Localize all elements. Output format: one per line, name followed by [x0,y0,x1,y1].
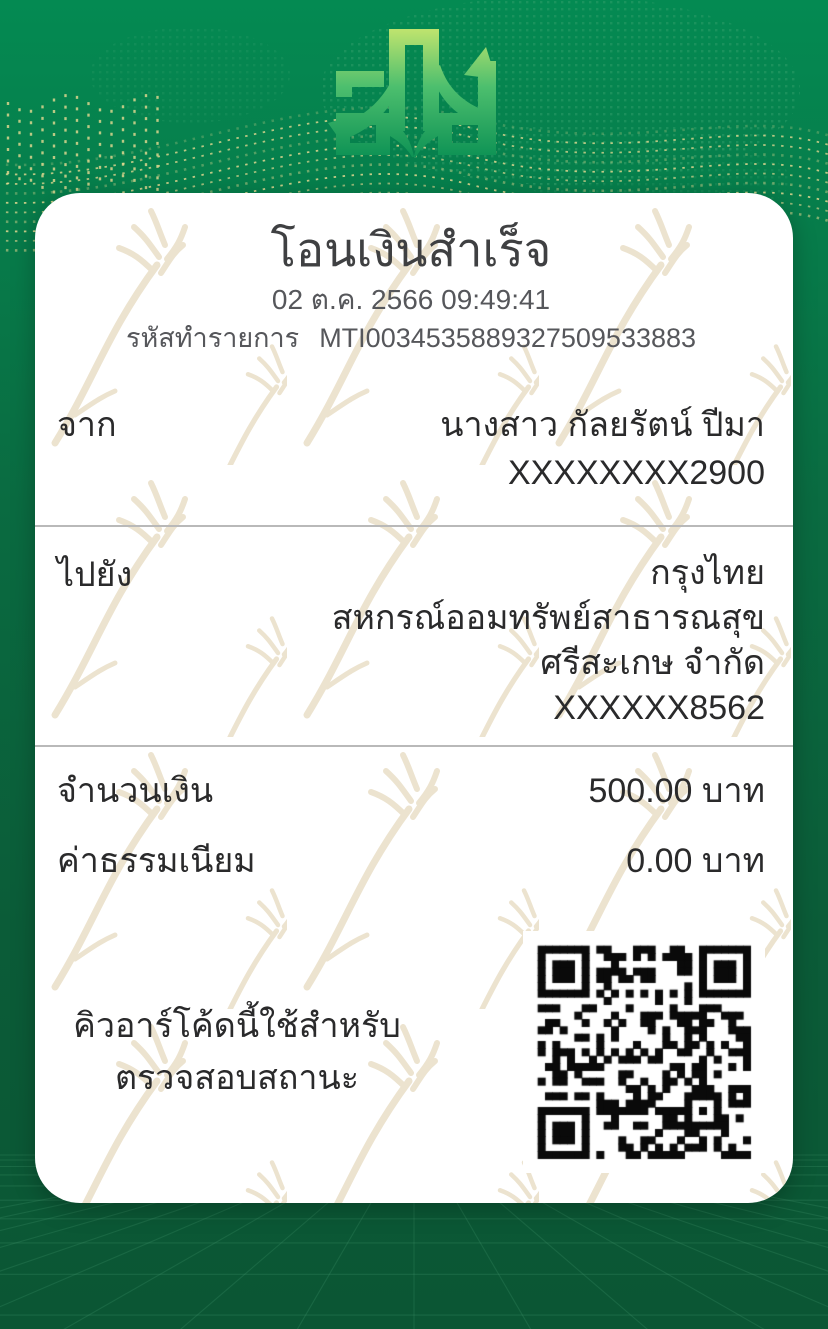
qr-caption-line1: คิวอาร์โค้ดนี้ใช้สำหรับ [73,1007,401,1045]
transaction-datetime: 02 ต.ค. 2566 09:49:41 [271,284,551,315]
to-bank: กรุงไทย [650,554,765,592]
qr-caption-line2: ตรวจสอบสถานะ [114,1059,360,1097]
qr-section [57,931,765,1173]
transaction-code-row [57,322,765,355]
to-label: ไปยัง [57,556,133,594]
amount-row [57,771,765,811]
to-name-line2: ศรีสะเกษ จำกัด [540,644,765,682]
amount-value: 500.00 บาท [588,772,765,810]
section-divider [35,745,793,747]
from-section [57,401,765,497]
to-section [57,551,765,731]
from-name: นางสาว กัลยรัตน์ ปีมา [440,406,765,444]
status-qr-code-icon [523,931,765,1173]
transaction-code-label: รหัสทำรายการ [125,323,300,353]
amount-label: จำนวนเงิน [57,772,214,810]
receipt-title: โอนเงินสำเร็จ [270,223,552,276]
baac-bank-logo-icon [328,26,500,160]
section-divider [35,525,793,527]
to-account-masked: XXXXXX8562 [553,689,765,727]
fee-label: ค่าธรรมเนียม [57,842,256,880]
receipt-card [35,193,793,1203]
from-account-masked: XXXXXXXX2900 [507,454,765,492]
qr-caption [57,1000,417,1104]
fee-row [57,841,765,881]
fee-value: 0.00 บาท [626,842,765,880]
from-label: จาก [57,406,117,444]
transaction-code-value: MTI0034535889327509533883 [319,323,697,353]
to-name-line1: สหกรณ์ออมทรัพย์สาธารณสุข [331,599,765,637]
world-map-dots [90,27,290,123]
